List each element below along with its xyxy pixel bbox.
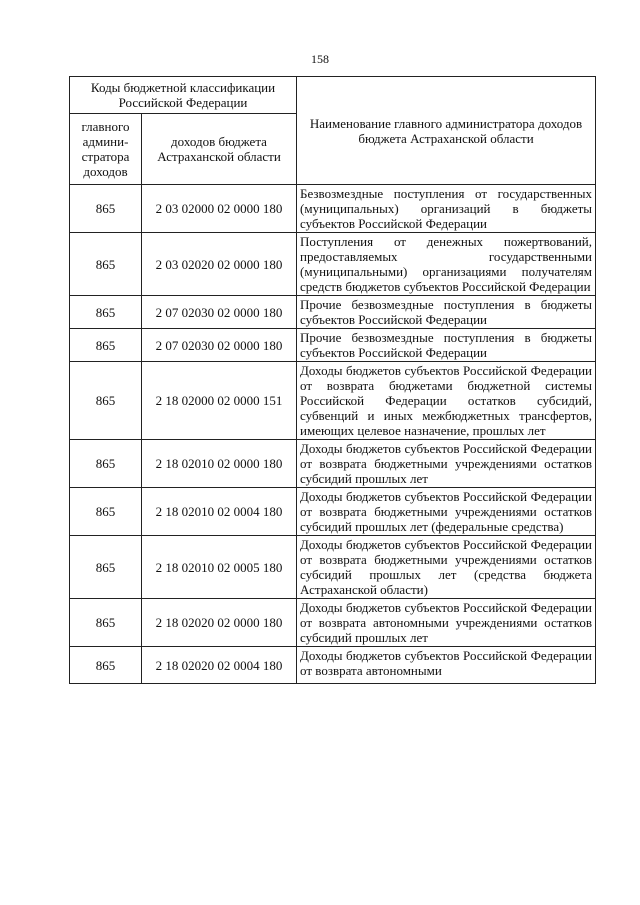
income-name-cell: Безвозмездные поступления от государственных (муниципальных) организаций в бюджеты субъектов Российской Федерации	[297, 185, 596, 233]
header-classification-codes: Коды бюджетной классификации Российской Федерации	[70, 77, 297, 114]
income-name-cell: Доходы бюджетов субъектов Российской Федерации от возврата автономными	[297, 647, 596, 684]
table-row	[70, 536, 596, 599]
table-row	[70, 329, 596, 362]
income-name-cell: Доходы бюджетов субъектов Российской Федерации от возврата бюджетами бюджетной системы Российской Федерации остатков субсидий, субвенций и иных межбюджетных трансфертов, имеющих целевое назначение, прошлых лет	[297, 362, 596, 440]
income-name-cell: Доходы бюджетов субъектов Российской Федерации от возврата бюджетными учреждениями остатков субсидий прошлых лет (федеральные средства)	[297, 488, 596, 536]
header-administrator-name: Наименование главного администратора доходов бюджета Астраханской области	[297, 77, 596, 185]
income-name-cell: Доходы бюджетов субъектов Российской Федерации от возврата автономными учреждениями остатков субсидий прошлых лет	[297, 599, 596, 647]
income-code-cell: 2 07 02030 02 0000 180	[142, 296, 297, 329]
admin-code-cell: 865	[70, 329, 142, 362]
table-body	[70, 185, 596, 684]
admin-code-cell: 865	[70, 599, 142, 647]
admin-code-cell: 865	[70, 488, 142, 536]
admin-code-cell: 865	[70, 362, 142, 440]
admin-code-cell: 865	[70, 233, 142, 296]
income-name-cell: Поступления от денежных пожертвований, предоставляемых государственными (муниципальными) организациями получателям средств бюджетов субъектов Российской Федерации	[297, 233, 596, 296]
income-code-cell: 2 03 02000 02 0000 180	[142, 185, 297, 233]
table-row	[70, 647, 596, 684]
header-income-code: доходов бюджета Астраханской области	[142, 114, 297, 185]
income-name-cell: Доходы бюджетов субъектов Российской Федерации от возврата бюджетными учреждениями остатков субсидий прошлых лет (средства бюджета Астраханской области)	[297, 536, 596, 599]
table-row	[70, 233, 596, 296]
admin-code-cell: 865	[70, 185, 142, 233]
table-row	[70, 185, 596, 233]
table-row	[70, 362, 596, 440]
admin-code-cell: 865	[70, 536, 142, 599]
table-row	[70, 599, 596, 647]
table-header-row	[70, 77, 596, 114]
income-code-cell: 2 18 02010 02 0005 180	[142, 536, 297, 599]
income-name-cell: Прочие безвозмездные поступления в бюджеты субъектов Российской Федерации	[297, 329, 596, 362]
income-code-cell: 2 18 02020 02 0004 180	[142, 647, 297, 684]
income-name-cell: Доходы бюджетов субъектов Российской Федерации от возврата бюджетными учреждениями остатков субсидий прошлых лет	[297, 440, 596, 488]
income-code-cell: 2 18 02010 02 0000 180	[142, 440, 297, 488]
income-name-cell: Прочие безвозмездные поступления в бюджеты субъектов Российской Федерации	[297, 296, 596, 329]
header-main-administrator: главного админи-стратора доходов	[70, 114, 142, 185]
admin-code-cell: 865	[70, 440, 142, 488]
income-code-cell: 2 18 02000 02 0000 151	[142, 362, 297, 440]
table-row	[70, 440, 596, 488]
income-code-cell: 2 18 02010 02 0004 180	[142, 488, 297, 536]
budget-classification-table	[69, 76, 596, 684]
page-number: 158	[311, 52, 329, 66]
table-row	[70, 488, 596, 536]
income-code-cell: 2 18 02020 02 0000 180	[142, 599, 297, 647]
income-code-cell: 2 07 02030 02 0000 180	[142, 329, 297, 362]
table-row	[70, 296, 596, 329]
admin-code-cell: 865	[70, 296, 142, 329]
admin-code-cell: 865	[70, 647, 142, 684]
income-code-cell: 2 03 02020 02 0000 180	[142, 233, 297, 296]
